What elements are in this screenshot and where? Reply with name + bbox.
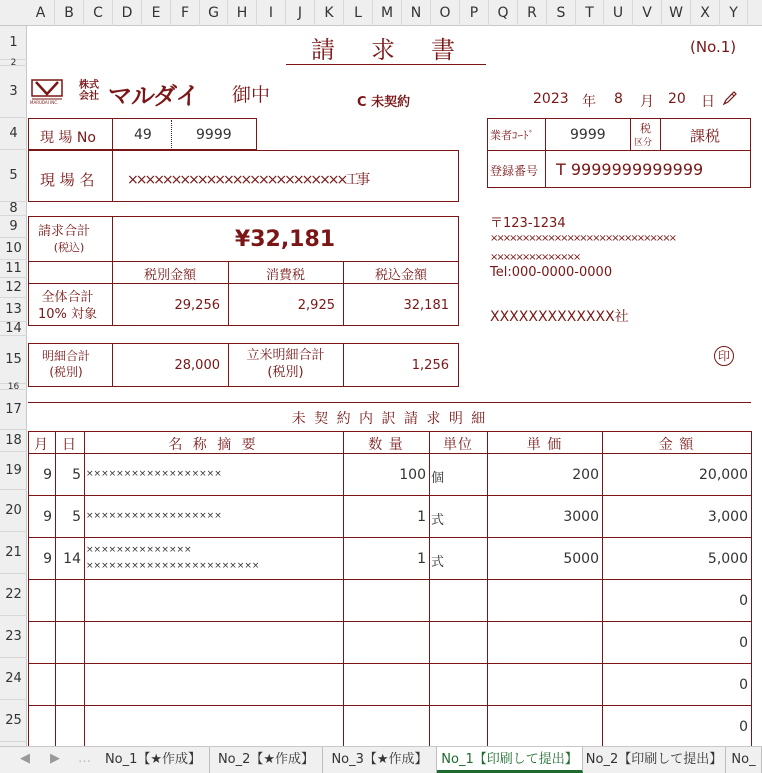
- cell-amount[interactable]: 0: [739, 677, 748, 693]
- row-header-19[interactable]: 19: [0, 452, 27, 490]
- postal-code: 〒123-1234: [490, 216, 566, 231]
- site-no-divider: [112, 118, 113, 150]
- date-year: 2023: [533, 91, 569, 107]
- vendor-divider-v3: [660, 118, 661, 150]
- ex-tax-value: 29,256: [174, 298, 220, 313]
- column-header-F[interactable]: F: [171, 0, 200, 26]
- telephone: Tel:000-0000-0000: [490, 265, 613, 280]
- site-name-value[interactable]: ×××××××××××××××××××××××××工事: [127, 172, 368, 188]
- cell-amount[interactable]: 3,000: [707, 509, 748, 525]
- table-col-border: [28, 431, 29, 747]
- marudai-logo-icon: [31, 79, 63, 101]
- cell-unit[interactable]: 式: [431, 513, 445, 528]
- cell-month[interactable]: 9: [43, 551, 52, 567]
- tax-value: 2,925: [297, 298, 335, 313]
- column-header-bar: [0, 0, 762, 26]
- site-no-a[interactable]: 49: [134, 127, 152, 143]
- registration-label: 登録番号: [490, 164, 539, 178]
- table-col-border: [429, 431, 430, 747]
- table-top-border: [28, 402, 751, 403]
- cell-unit[interactable]: 個: [431, 471, 445, 486]
- billing-divider-h2: [28, 283, 459, 284]
- site-no-b[interactable]: 9999: [196, 127, 232, 143]
- table-col-border: [84, 431, 85, 747]
- row-header-25[interactable]: 25: [0, 700, 27, 742]
- row-header-14[interactable]: 14: [0, 322, 27, 336]
- detail-total-label-line2: (税別): [49, 365, 83, 379]
- cell-unit[interactable]: 式: [431, 555, 445, 570]
- seal-stamp: 印: [714, 346, 734, 366]
- row-header-2[interactable]: 2: [0, 60, 27, 66]
- column-header-J[interactable]: J: [286, 0, 315, 26]
- cell-name-line2[interactable]: ×××××××××××××××××××××××: [86, 561, 260, 571]
- pencil-icon: [722, 90, 738, 106]
- cell-price[interactable]: 200: [572, 467, 599, 483]
- cubic-detail-label: [228, 347, 343, 381]
- total-label-line1: 請求合計: [38, 224, 91, 239]
- company-name: マルダイ: [108, 82, 199, 110]
- cell-month[interactable]: 9: [43, 467, 52, 483]
- company-honorific: 御中: [232, 84, 271, 106]
- column-header-N[interactable]: N: [402, 0, 431, 26]
- billing-divider-h1: [28, 261, 459, 262]
- table-row-border: [28, 579, 751, 580]
- table-col-border: [487, 431, 488, 747]
- column-header-X[interactable]: X: [691, 0, 720, 26]
- date-month: 8: [614, 91, 623, 107]
- total-amount: ¥32,181: [234, 227, 336, 252]
- vendor-divider-v2: [630, 118, 631, 150]
- col-inc-tax-header: 税込金額: [374, 268, 427, 283]
- cell-month[interactable]: 9: [43, 509, 52, 525]
- registration-value[interactable]: T 9999999999999: [556, 160, 704, 179]
- site-no-label: 現 場 No: [40, 130, 96, 146]
- column-header-O[interactable]: O: [431, 0, 460, 26]
- row-header-13[interactable]: 13: [0, 298, 27, 322]
- row-header-16[interactable]: 16: [0, 384, 27, 390]
- sheet-tab-3[interactable]: No_3【★作成】: [323, 747, 437, 773]
- tab-scroll-left-icon[interactable]: ◀: [20, 751, 30, 766]
- column-header-U[interactable]: U: [604, 0, 633, 26]
- cell-amount[interactable]: 0: [739, 635, 748, 651]
- column-header-W[interactable]: W: [662, 0, 691, 26]
- row-header-12[interactable]: 12: [0, 278, 27, 298]
- column-header-B[interactable]: B: [55, 0, 84, 26]
- table-header-month: 月: [34, 437, 49, 453]
- column-header-I[interactable]: I: [257, 0, 286, 26]
- site-name-divider: [112, 150, 113, 202]
- site-no-dotted-divider: [171, 120, 172, 148]
- table-header-unit: 単位: [443, 437, 473, 453]
- column-header-Q[interactable]: Q: [489, 0, 518, 26]
- sheet-tab-2[interactable]: No_2【★作成】: [210, 747, 323, 773]
- total-label: [38, 224, 90, 256]
- row-header-18[interactable]: 18: [0, 430, 27, 452]
- all-total-label: [38, 289, 97, 323]
- date-month-label: 月: [640, 94, 654, 110]
- vendor-divider-h: [487, 150, 751, 151]
- tax-category-value[interactable]: 課税: [690, 127, 721, 145]
- col-ex-tax-header: 税別金額: [143, 268, 196, 283]
- company-type-line1: 株式: [79, 80, 99, 91]
- column-header-R[interactable]: R: [518, 0, 547, 26]
- column-header-H[interactable]: H: [228, 0, 257, 26]
- invoice-title: 請 求 書: [311, 36, 461, 64]
- cell-day[interactable]: 5: [72, 509, 81, 525]
- row-header-5[interactable]: 5: [0, 150, 27, 202]
- site-name-label: 現 場 名: [40, 171, 95, 189]
- cubic-detail-label-line2: (税別): [267, 365, 304, 380]
- date-day-label: 日: [701, 94, 715, 110]
- row-header-24[interactable]: 24: [0, 658, 27, 700]
- cell-name[interactable]: ××××××××××××××××××: [86, 511, 222, 521]
- tab-scroll-right-icon[interactable]: ▶: [50, 751, 60, 766]
- sheet-tab-4[interactable]: No_1【印刷して提出】: [437, 747, 583, 773]
- sheet-tab-5[interactable]: No_2【印刷して提出】: [583, 747, 726, 773]
- table-row-border: [28, 663, 751, 664]
- row-header-15[interactable]: 15: [0, 336, 27, 384]
- tax-category-label-2: 区分: [634, 138, 653, 148]
- column-header-G[interactable]: G: [200, 0, 228, 26]
- row-header-bar: [0, 26, 27, 746]
- inc-tax-value: 32,181: [403, 298, 449, 313]
- table-header-name: 名 称 摘 要: [168, 437, 259, 453]
- address-line-2: ××××××××××××××: [490, 252, 580, 263]
- sheet-tab-1[interactable]: No_1【★作成】: [97, 747, 210, 773]
- column-header-D[interactable]: D: [113, 0, 142, 26]
- cell-day[interactable]: 5: [72, 467, 81, 483]
- cell-name[interactable]: ××××××××××××××××××: [86, 469, 222, 479]
- column-header-V[interactable]: V: [633, 0, 662, 26]
- table-header-day: 日: [62, 437, 77, 453]
- contract-status: C 未契約: [357, 95, 411, 110]
- row-header-17[interactable]: 17: [0, 390, 27, 430]
- column-header-P[interactable]: P: [460, 0, 489, 26]
- detail-table-title: 未 契 約 内 訳 請 求 明 細: [291, 411, 488, 427]
- company-type-line2: 会社: [79, 91, 99, 102]
- vendor-divider-v1: [545, 118, 546, 188]
- cell-amount[interactable]: 20,000: [699, 467, 748, 483]
- table-row-border: [28, 705, 751, 706]
- column-header-Y[interactable]: Y: [720, 0, 748, 26]
- cell-price[interactable]: 5000: [563, 551, 599, 567]
- row-header-4[interactable]: 4: [0, 118, 27, 150]
- column-header-S[interactable]: S: [547, 0, 576, 26]
- title-underline: [286, 64, 486, 65]
- detail-total-label: [42, 348, 90, 380]
- issuer-company: XXXXXXXXXXXXX社: [490, 309, 629, 325]
- table-header-price: 単 価: [526, 437, 563, 453]
- table-col-border: [602, 431, 603, 747]
- detail-total-label-line1: 明細合計: [42, 349, 91, 363]
- col-tax-header: 消費税: [265, 268, 305, 283]
- column-header-L[interactable]: L: [344, 0, 373, 26]
- sheet-tab-bar: [0, 746, 762, 773]
- cell-qty[interactable]: 1: [417, 509, 426, 525]
- total-label-line2: (税込): [53, 241, 85, 254]
- cell-price[interactable]: 3000: [563, 509, 599, 525]
- tab-more-icon[interactable]: …: [78, 751, 91, 766]
- row-header-8[interactable]: 8: [0, 202, 27, 216]
- row-header-22[interactable]: 22: [0, 574, 27, 616]
- table-col-border: [343, 431, 344, 747]
- table-row-border: [28, 621, 751, 622]
- company-type-label: [79, 80, 99, 102]
- all-total-label-line2: 10% 対象: [38, 307, 98, 322]
- cell-amount[interactable]: 0: [739, 719, 748, 735]
- column-header-T[interactable]: T: [576, 0, 604, 26]
- date-year-label: 年: [582, 94, 596, 110]
- table-col-border: [751, 431, 752, 747]
- row-header-10[interactable]: 10: [0, 238, 27, 260]
- row-header-21[interactable]: 21: [0, 532, 27, 574]
- column-header-K[interactable]: K: [315, 0, 344, 26]
- cell-amount[interactable]: 5,000: [707, 551, 748, 567]
- sheet-tab-6[interactable]: No_: [726, 747, 762, 773]
- cell-day[interactable]: 14: [63, 551, 81, 567]
- page-number: (No.1): [690, 38, 737, 56]
- row-header-3[interactable]: 3: [0, 66, 27, 118]
- cell-qty[interactable]: 100: [399, 467, 426, 483]
- address-line-1: ×××××××××××××××××××××××××××××: [490, 233, 675, 244]
- row-header-11[interactable]: 11: [0, 260, 27, 278]
- column-header-C[interactable]: C: [84, 0, 113, 26]
- all-total-label-line1: 全体合計: [41, 290, 94, 305]
- logo-subtext: MARUDAI INC.: [30, 100, 59, 105]
- table-row-border: [28, 537, 751, 538]
- vendor-code-value[interactable]: 9999: [570, 127, 606, 143]
- table-header-qty: 数 量: [368, 437, 404, 453]
- table-header-top: [28, 431, 751, 432]
- row-header-23[interactable]: 23: [0, 616, 27, 658]
- table-row-border: [28, 495, 751, 496]
- row-header-1[interactable]: 1: [0, 26, 27, 60]
- cell-amount[interactable]: 0: [739, 593, 748, 609]
- vendor-code-label: 業者ｺｰﾄﾞ: [490, 129, 534, 142]
- table-header-amount: 金 額: [658, 437, 695, 453]
- date-day: 20: [668, 91, 686, 107]
- column-header-M[interactable]: M: [373, 0, 402, 26]
- tax-category-label-1: 税: [640, 122, 651, 135]
- detail-total-value: 28,000: [174, 358, 220, 373]
- column-header-E[interactable]: E: [142, 0, 171, 26]
- column-header-A[interactable]: A: [27, 0, 55, 26]
- row-header-9[interactable]: 9: [0, 216, 27, 238]
- row-header-20[interactable]: 20: [0, 490, 27, 532]
- cell-qty[interactable]: 1: [417, 551, 426, 567]
- cubic-detail-value: 1,256: [411, 358, 449, 373]
- table-col-border: [55, 431, 56, 747]
- cell-name-line1[interactable]: ××××××××××××××: [86, 545, 192, 555]
- cubic-detail-label-line1: 立米明細合計: [246, 348, 325, 363]
